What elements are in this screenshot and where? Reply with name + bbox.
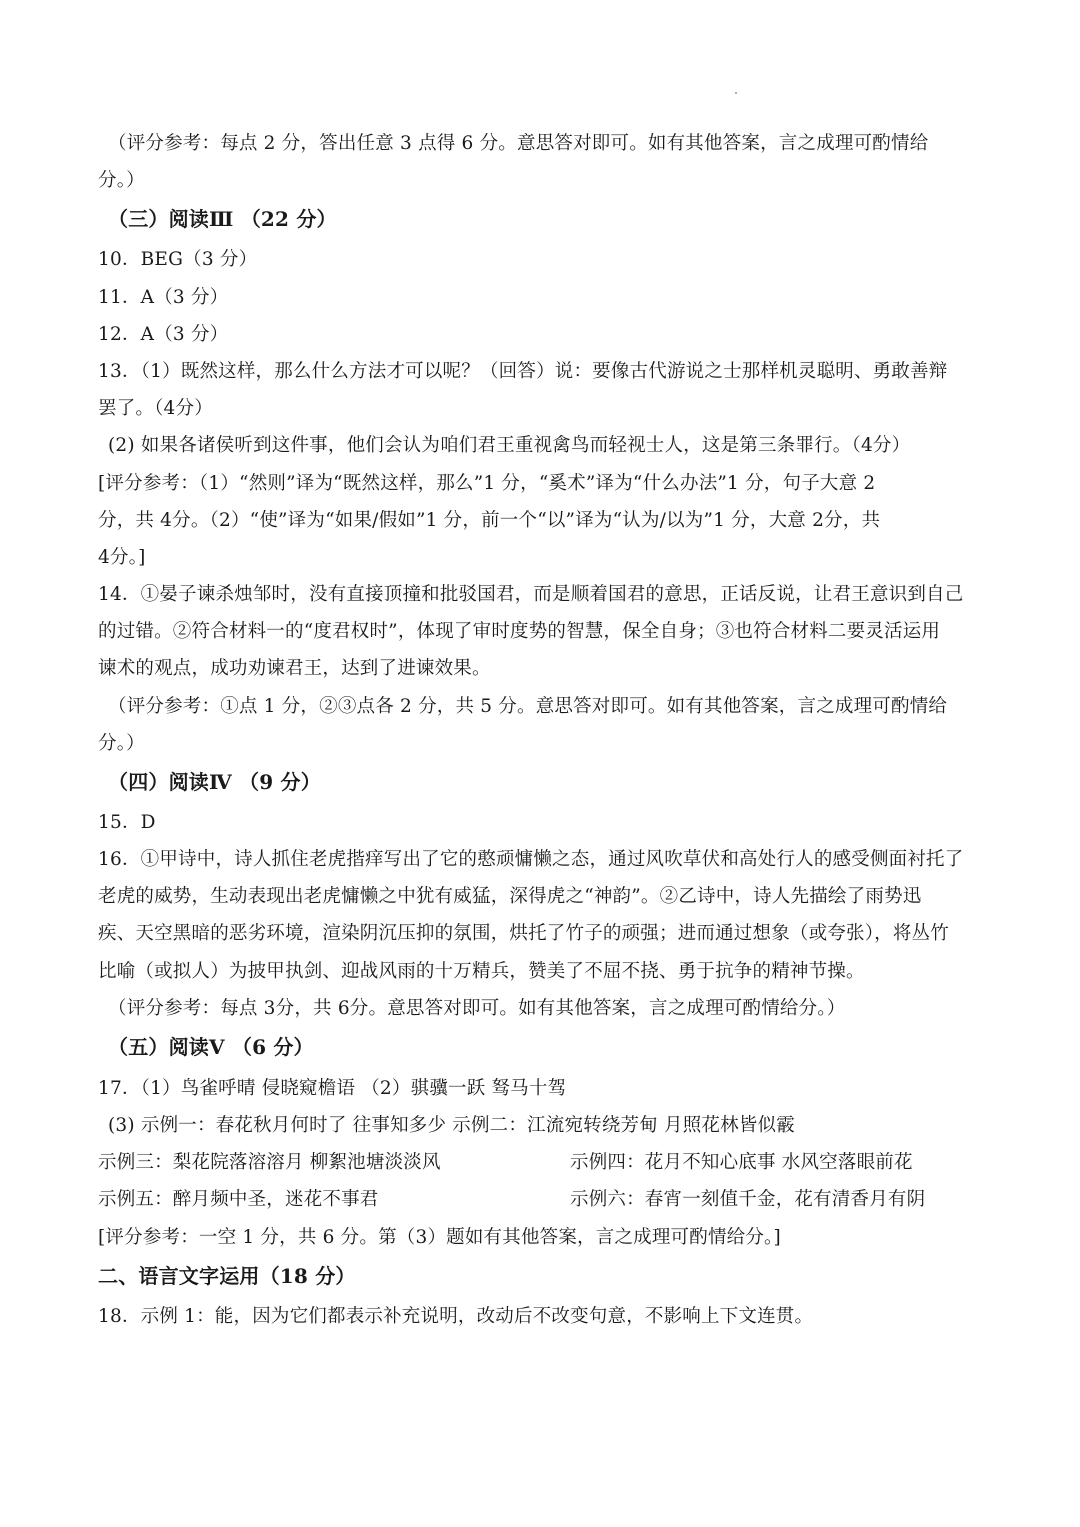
answer-12: 12．A（3 分） [98, 324, 229, 345]
scoring-note: [评分参考：一空 1 分，共 6 分。第（3）题如有其他答案，言之成理可酌情给分。] [98, 1227, 781, 1248]
answer-18: 18．示例 1：能，因为它们都表示补充说明，改动后不改变句意，不影响上下文连贯。 [98, 1306, 814, 1327]
answer-10: 10．BEG（3 分） [98, 249, 258, 270]
text-line: (3) 示例一：春花秋月何时了 往事知多少 示例二：江流宛转绕芳甸 月照花林皆似霰 [108, 1115, 795, 1136]
text-line: 的过错。②符合材料一的“度君权时”，体现了审时度势的智慧，保全自身；③也符合材料二要灵活运用 [98, 621, 941, 642]
text-line: 比喻（或拟人）为披甲执剑、迎战风雨的十万精兵，赞美了不屈不挠、勇于抗争的精神节操。 [98, 961, 865, 982]
section-heading-reading-4: （四）阅读Ⅳ （9 分） [108, 770, 321, 794]
example-row [98, 1187, 988, 1213]
example-row [98, 1150, 988, 1176]
section-heading-reading-5: （五）阅读Ⅴ （6 分） [108, 1035, 314, 1059]
text-line: 疾、天空黑暗的恶劣环境，渲染阴沉压抑的氛围，烘托了竹子的顽强；进而通过想象（或夸张），将丛竹 [98, 923, 949, 944]
example-3: 示例三：梨花院落溶溶月 柳絮池塘淡淡风 [98, 1152, 441, 1173]
scoring-note: （评分参考：①点 1 分，②③点各 2 分，共 5 分。意思答对即可。如有其他答案，言之成理可酌情给 [108, 696, 948, 717]
example-4: 示例四：花月不知心底事 水风空落眼前花 [570, 1152, 913, 1173]
text-line: 4分。] [98, 547, 146, 568]
scoring-note: （评分参考：每点 2 分，答出任意 3 点得 6 分。意思答对即可。如有其他答案，言之成理可酌情给 [108, 133, 929, 154]
example-5: 示例五：醉月频中圣，迷花不事君 [98, 1189, 379, 1210]
answer-17: 17．（1）鸟雀呼晴 侵晓窥檐语 （2）骐骥一跃 驽马十驾 [98, 1078, 567, 1099]
answer-14: 14．①晏子谏杀烛邹时，没有直接顶撞和批驳国君，而是顺着国君的意思，正话反说，让君王意识到自己 [98, 584, 964, 605]
text-line: 罢了。（4分） [98, 398, 213, 419]
answer-15: 15．D [98, 812, 156, 833]
text-line: 谏术的观点，成功劝谏君王，达到了进谏效果。 [98, 658, 491, 679]
section-heading-language-use: 二、语言文字运用（18 分） [98, 1264, 356, 1288]
text-line: (2) 如果各诸侯听到这件事，他们会认为咱们君王重视禽鸟而轻视士人，这是第三条罪行。（4分） [108, 435, 911, 456]
answer-13: 13．（1）既然这样，那么什么方法才可以呢？（回答）说：要像古代游说之士那样机灵聪明、勇敢善辩 [98, 361, 948, 382]
example-6: 示例六：春宵一刻值千金，花有清香月有阴 [570, 1189, 926, 1210]
text-line: 老虎的威势，生动表现出老虎慵懒之中犹有威猛，深得虎之“神韵”。②乙诗中，诗人先描绘了雨势迅 [98, 886, 922, 907]
scan-dot [735, 92, 737, 94]
section-heading-reading-3: （三）阅读Ⅲ （22 分） [108, 207, 337, 231]
scoring-note: （评分参考：每点 3分，共 6分。意思答对即可。如有其他答案，言之成理可酌情给分。） [108, 998, 846, 1019]
answer-11: 11．A（3 分） [98, 287, 229, 308]
answer-16: 16．①甲诗中，诗人抓住老虎揩痒写出了它的憨顽慵懒之态，通过风吹草伏和高处行人的感受侧面衬托了 [98, 849, 964, 870]
text-line: 分。） [98, 733, 145, 754]
text-line: 分，共 4分。（2）“使”译为“如果/假如”1 分，前一个“以”译为“认为/以为”1 分，大意 2分，共 [98, 510, 881, 531]
text-line: 分。） [98, 170, 145, 191]
scoring-note: [评分参考：（1）“然则”译为“既然这样，那么”1 分，“奚术”译为“什么办法”1 分，句子大意 2 [98, 473, 876, 494]
